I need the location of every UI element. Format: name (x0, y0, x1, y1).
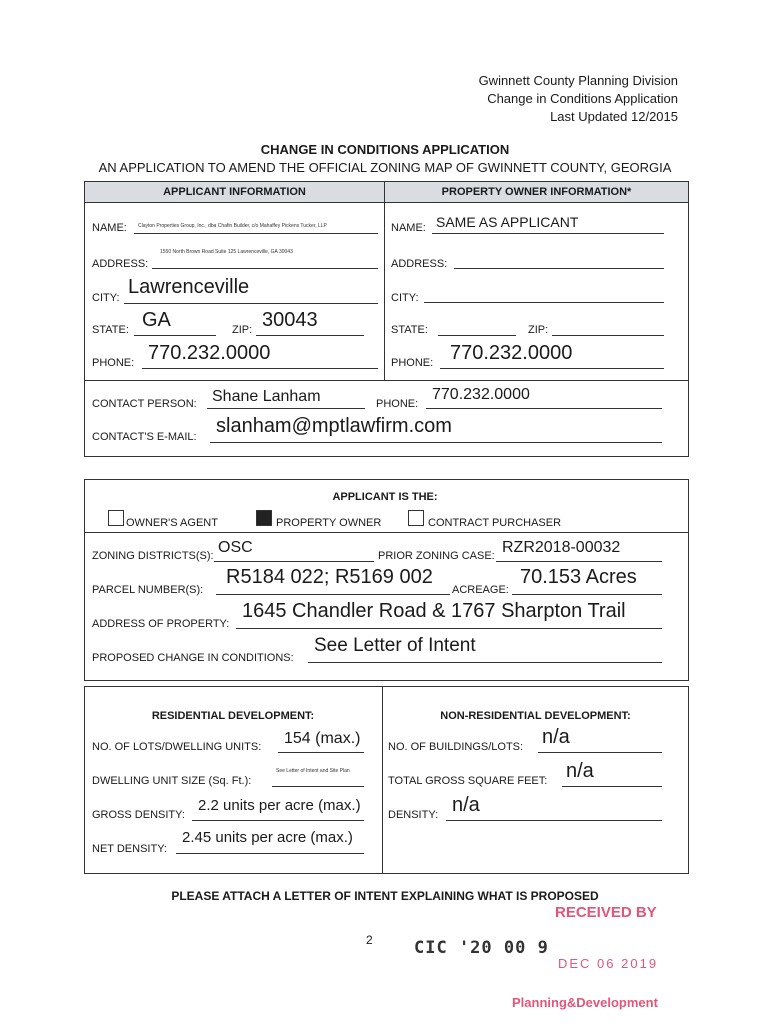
owner-name-label: NAME: (391, 222, 426, 234)
owner-zip-field[interactable] (552, 335, 664, 336)
owner-city-label: CITY: (391, 292, 419, 304)
buildings-value: n/a (542, 726, 570, 748)
applicant-name-field[interactable] (134, 233, 378, 234)
page-title: CHANGE IN CONDITIONS APPLICATION (260, 142, 510, 157)
unit-size-field[interactable] (272, 786, 364, 787)
applicant-is-heading: APPLICANT IS THE: (332, 491, 438, 503)
applicant-zip-value: 30043 (262, 309, 318, 331)
applicant-address-value: 1550 North Brown Road Suite 125 Lawrenceville, GA 30043 (160, 249, 293, 255)
applicant-name-label: NAME: (92, 222, 127, 234)
applicant-heading: APPLICANT INFORMATION (85, 182, 384, 203)
applicant-phone-label: PHONE: (92, 357, 135, 369)
contact-email-value: slanham@mptlawfirm.com (216, 415, 452, 437)
net-density-field[interactable] (176, 853, 364, 854)
contact-phone-label: PHONE: (376, 398, 419, 410)
buildings-label: NO. OF BUILDINGS/LOTS: (388, 741, 524, 753)
net-density-value: 2.45 units per acre (max.) (182, 829, 353, 846)
page-number: 2 (366, 933, 373, 947)
received-date-stamp: DEC 06 2019 (558, 956, 659, 971)
owner-address-label: ADDRESS: (391, 258, 448, 270)
owner-state-field[interactable] (438, 335, 516, 336)
owner-city-field[interactable] (424, 302, 664, 303)
contact-phone-field[interactable] (426, 408, 662, 409)
applicant-state-field[interactable] (134, 335, 216, 336)
header-division: Gwinnett County Planning Division (478, 73, 678, 88)
owner-name-field[interactable] (432, 233, 664, 234)
owner-state-label: STATE: (391, 324, 428, 336)
contract-purchaser-label: CONTRACT PURCHASER (428, 517, 562, 529)
prior-case-value: RZR2018-00032 (502, 539, 621, 556)
zoning-value: OSC (218, 539, 253, 556)
proposed-change-label: PROPOSED CHANGE IN CONDITIONS: (92, 652, 294, 664)
unit-size-value: See Letter of Intent and Site Plan (276, 768, 350, 774)
prior-case-label: PRIOR ZONING CASE: (378, 550, 495, 562)
acreage-label: ACREAGE: (452, 584, 509, 596)
owner-name-value: SAME AS APPLICANT (436, 214, 579, 230)
owner-zip-label: ZIP: (528, 324, 549, 336)
property-address-value: 1645 Chandler Road & 1767 Sharpton Trail (242, 600, 626, 622)
property-owner-checkbox[interactable] (256, 510, 272, 526)
nonresidential-heading: NON-RESIDENTIAL DEVELOPMENT: (440, 710, 631, 722)
contact-person-field[interactable] (207, 408, 365, 409)
applicant-name-value: Clayton Properties Group, Inc., dba Chafin Builder, c/o Mahaffey Pickens Tucker, LLP (138, 223, 327, 229)
contact-divider (85, 380, 688, 381)
parcel-label: PARCEL NUMBER(S): (92, 584, 204, 596)
contact-person-label: CONTACT PERSON: (92, 398, 197, 410)
nonres-density-field[interactable] (446, 820, 662, 821)
applicant-is-divider (85, 532, 688, 533)
applicant-state-label: STATE: (92, 324, 129, 336)
gross-sqft-field[interactable] (562, 786, 662, 787)
proposed-change-field[interactable] (308, 662, 662, 663)
owner-phone-field[interactable] (440, 368, 664, 369)
zoning-field[interactable] (214, 561, 374, 562)
letter-of-intent-note: PLEASE ATTACH A LETTER OF INTENT EXPLAINING WHAT IS PROPOSED (171, 889, 599, 903)
applicant-zip-field[interactable] (256, 335, 364, 336)
applicant-phone-field[interactable] (142, 368, 378, 369)
nonres-density-label: DENSITY: (388, 809, 439, 821)
property-address-field[interactable] (236, 628, 662, 629)
gross-sqft-label: TOTAL GROSS SQUARE FEET: (388, 775, 548, 787)
property-owner-label: PROPERTY OWNER (276, 517, 382, 529)
gross-sqft-value: n/a (566, 760, 594, 782)
acreage-value: 70.153 Acres (520, 566, 637, 588)
gross-density-label: GROSS DENSITY: (92, 809, 185, 821)
lots-value: 154 (max.) (284, 730, 361, 747)
parcel-field[interactable] (216, 594, 450, 595)
header-last-updated: Last Updated 12/2015 (550, 109, 678, 124)
unit-size-label: DWELLING UNIT SIZE (Sq. Ft.): (92, 775, 252, 787)
applicant-phone-value: 770.232.0000 (148, 342, 271, 364)
applicant-city-label: CITY: (92, 292, 120, 304)
header-form-name: Change in Conditions Application (487, 91, 678, 106)
proposed-change-value: See Letter of Intent (314, 635, 476, 656)
buildings-field[interactable] (538, 752, 662, 753)
applicant-zip-label: ZIP: (232, 324, 253, 336)
received-stamp: RECEIVED BY (555, 904, 657, 921)
gross-density-field[interactable] (192, 820, 364, 821)
property-address-label: ADDRESS OF PROPERTY: (92, 618, 230, 630)
column-divider (384, 182, 385, 380)
prior-case-field[interactable] (496, 561, 662, 562)
page-subtitle: AN APPLICATION TO AMEND THE OFFICIAL ZONING MAP OF GWINNETT COUNTY, GEORGIA (98, 160, 672, 175)
owner-phone-value: 770.232.0000 (450, 342, 573, 364)
lots-label: NO. OF LOTS/DWELLING UNITS: (92, 741, 262, 753)
applicant-address-label: ADDRESS: (92, 258, 149, 270)
zoning-label: ZONING DISTRICTS(S): (92, 550, 214, 562)
net-density-label: NET DENSITY: (92, 843, 167, 855)
contact-email-field[interactable] (210, 442, 662, 443)
gross-density-value: 2.2 units per acre (max.) (198, 797, 361, 814)
document-header (479, 72, 678, 126)
lots-field[interactable] (278, 752, 364, 753)
owners-agent-checkbox[interactable] (108, 510, 124, 526)
applicant-city-value: Lawrenceville (128, 276, 250, 298)
contact-person-value: Shane Lanham (212, 388, 321, 405)
case-number: CIC '20 00 9 (414, 938, 549, 958)
owner-heading: PROPERTY OWNER INFORMATION* (385, 182, 688, 203)
contact-email-label: CONTACT'S E-MAIL: (92, 431, 197, 443)
parcel-value: R5184 022; R5169 002 (226, 566, 433, 588)
contact-phone-value: 770.232.0000 (432, 386, 530, 403)
owner-phone-label: PHONE: (391, 357, 434, 369)
applicant-city-field[interactable] (124, 303, 378, 304)
applicant-address-field[interactable] (152, 268, 378, 269)
residential-heading: RESIDENTIAL DEVELOPMENT: (151, 710, 315, 722)
applicant-state-value: GA (142, 309, 171, 331)
department-stamp: Planning&Development (512, 995, 658, 1010)
nonres-density-value: n/a (452, 794, 480, 816)
acreage-field[interactable] (512, 594, 662, 595)
contract-purchaser-checkbox[interactable] (408, 510, 424, 526)
owner-address-field[interactable] (454, 268, 664, 269)
owners-agent-label: OWNER'S AGENT (126, 517, 218, 529)
